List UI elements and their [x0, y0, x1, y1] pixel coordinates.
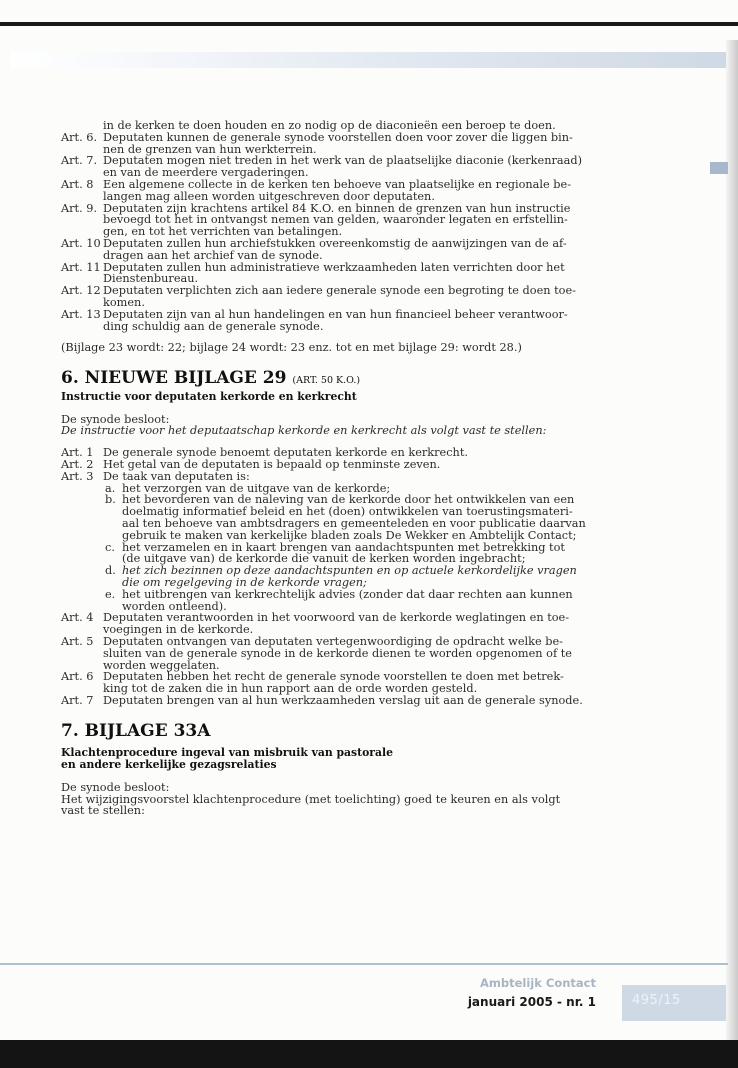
article	[61, 309, 606, 333]
header-stripe	[10, 52, 728, 68]
margin-tab-marker	[710, 162, 728, 174]
article-number: Art. 13	[61, 307, 101, 321]
task-text: doelmatig informatief beleid en het (doen) ontwikkelen van toerustingsmateri-	[122, 505, 573, 519]
section-6-articles	[61, 447, 606, 482]
top-border	[0, 22, 738, 26]
article	[61, 179, 606, 203]
section-6-articles-continued	[61, 612, 606, 706]
article-number: Art. 3	[61, 469, 94, 483]
section-6-ref: (ART. 50 K.O.)	[292, 375, 361, 387]
article-text: Deputaten verplichten zich aan iedere generale synode een begroting te doen toe-	[103, 284, 576, 298]
article-text: dragen aan het archief van de synode.	[103, 248, 323, 262]
document-body	[61, 120, 606, 817]
task-letter: d.	[105, 564, 116, 578]
article-text: Deputaten brengen van al hun werkzaamheden verslag uit aan de generale synode.	[103, 693, 583, 707]
section-heading	[61, 368, 606, 391]
article-text: king tot de zaken die in hun rapport aan de orde worden gesteld.	[103, 682, 478, 696]
article-text: ding schuldig aan de generale synode.	[103, 319, 324, 333]
task-text: gebruik te maken van kerkelijke bladen zoals De Wekker en Ambtelijk Contact;	[122, 528, 577, 542]
article	[61, 695, 606, 707]
continuation-line: in de kerken te doen houden en zo nodig op de diaconieën een beroep te doen.	[103, 119, 556, 132]
article	[61, 636, 606, 671]
article-text: en van de meerdere vergaderingen.	[103, 166, 309, 180]
task-text: het verzamelen en in kaart brengen van aandachtspunten met betrekking tot	[122, 540, 565, 554]
article-text: De generale synode benoemt deputaten kerkorde en kerkrecht.	[103, 446, 468, 460]
article-text: komen.	[103, 295, 145, 309]
article-number: Art. 8	[61, 177, 94, 191]
article-number: Art. 2	[61, 458, 94, 472]
article-text: sluiten van de generale synode in de kerkorde dienen te worden opgenomen of te	[103, 646, 572, 660]
article	[61, 155, 606, 179]
task-item	[61, 565, 606, 589]
article-text: voegingen in de kerkorde.	[103, 623, 254, 637]
article-text: gen, en tot het verrichten van betalingen.	[103, 225, 343, 239]
article	[61, 132, 606, 156]
article-text: Dienstenbureau.	[103, 272, 199, 286]
task-text: aal ten behoeve van ambtsdragers en gemeenteleden en voor publicatie daarvan	[122, 517, 586, 531]
article	[61, 238, 606, 262]
article	[61, 671, 606, 695]
section-7-subtitle-cont: en andere kerkelijke gezagsrelaties	[61, 758, 277, 772]
article-text: Een algemene collecte in de kerken ten behoeve van plaatselijke en regionale be-	[103, 177, 572, 191]
article-text: nen de grenzen van hun werkterrein.	[103, 142, 317, 156]
footer-rule	[0, 963, 728, 965]
task-text: die om regelgeving in de kerkorde vragen;	[122, 576, 367, 589]
article-text: Deputaten zijn krachtens artikel 84 K.O. en binnen de grenzen van hun instructie	[103, 201, 571, 215]
article-text: Deputaten hebben het recht de generale synode voorstellen te doen met betrek-	[103, 670, 564, 684]
article-number: Art. 7.	[61, 154, 98, 168]
article-number: Art. 11	[61, 260, 101, 274]
article-text: Deputaten ontvangen van deputaten vertegenwoordiging de opdracht welke be-	[103, 634, 563, 648]
section-7-subtitle: Klachtenprocedure ingeval van misbruik van pastorale	[61, 745, 393, 759]
article	[61, 203, 606, 238]
article-text: Het getal van de deputaten is bepaald op tenminste zeven.	[103, 458, 441, 472]
article-number: Art. 1	[61, 446, 94, 460]
article-number: Art. 12	[61, 284, 101, 298]
section-6-intro-text: De instructie voor het deputaatschap kerkorde en kerkrecht als volgt vast te stellen:	[61, 424, 547, 438]
article	[61, 285, 606, 309]
article-text: langen mag alleen worden uitgeschreven door deputaten.	[103, 189, 435, 203]
articles-list	[61, 132, 606, 333]
task-text: het verzorgen van de uitgave van de kerkorde;	[122, 481, 391, 495]
task-letter: b.	[105, 493, 116, 507]
section-7-heading: 7. BIJLAGE 33A	[61, 720, 211, 741]
issue-label: januari 2005 - nr. 1	[467, 995, 596, 1009]
article-text: Deputaten kunnen de generale synode voorstellen doen voor zover die liggen bin-	[103, 130, 573, 144]
task-item	[61, 589, 606, 613]
article-number: Art. 9.	[61, 201, 98, 215]
task-text: het bevorderen van de naleving van de kerkorde door het ontwikkelen van een	[122, 493, 575, 507]
article-text: Deputaten zijn van al hun handelingen en van hun financieel beheer verantwoor-	[103, 307, 568, 321]
article-text: Deputaten zullen hun administratieve werkzaamheden laten verrichten door het	[103, 260, 565, 274]
task-item	[61, 542, 606, 566]
article-number: Art. 10	[61, 236, 101, 250]
article	[61, 471, 606, 483]
task-letter: c.	[105, 540, 115, 554]
task-letter: e.	[105, 587, 116, 601]
article-number: Art. 6	[61, 670, 94, 684]
task-text: het zich bezinnen op deze aandachtspunten en op actuele kerkordelijke vragen	[122, 564, 577, 578]
section-6-subtitle: Instructie voor deputaten kerkorde en kerkrecht	[61, 390, 357, 404]
section-7-intro-text-cont: vast te stellen:	[61, 804, 145, 818]
article-text: Deputaten verantwoorden in het voorwoord van de kerkorde weglatingen en toe-	[103, 611, 570, 625]
article-text: De taak van deputaten is:	[103, 469, 250, 483]
section-7-intro: De synode besloot:	[61, 780, 170, 794]
article-number: Art. 4	[61, 611, 94, 625]
task-text: het uitbrengen van kerkrechtelijk advies (zonder dat daar rechten aan kunnen	[122, 587, 573, 601]
article-text: worden weggelaten.	[103, 658, 220, 672]
task-text: worden ontleend).	[122, 599, 227, 613]
magazine-title: Ambtelijk Contact	[480, 976, 596, 990]
article-number: Art. 7	[61, 693, 94, 707]
section-6-intro: De synode besloot:	[61, 412, 170, 426]
article-text: bevoegd tot het in ontvangst nemen van gelden, waaronder legaten en erfstellin-	[103, 213, 568, 227]
bijlage-note: (Bijlage 23 wordt: 22; bijlage 24 wordt: 23 enz. tot en met bijlage 29: wordt 28.)	[61, 341, 522, 355]
task-list	[61, 483, 606, 613]
task-letter: a.	[105, 481, 116, 495]
section-7-intro-text: Het wijzigingsvoorstel klachtenprocedure (met toelichting) goed te keuren en als volgt	[61, 792, 561, 806]
article-number: Art. 6.	[61, 130, 98, 144]
article	[61, 262, 606, 286]
bottom-border	[0, 1040, 738, 1068]
article-text: Deputaten zullen hun archiefstukken overeenkomstig de aanwijzingen van de af-	[103, 236, 567, 250]
article	[61, 612, 606, 636]
article-number: Art. 5	[61, 634, 94, 648]
article-text: Deputaten mogen niet treden in het werk van de plaatselijke diaconie (kerkenraad)	[103, 154, 582, 168]
task-item	[61, 494, 606, 541]
section-6-heading: 6. NIEUWE BIJLAGE 29	[61, 368, 287, 389]
page-number: 495/15	[632, 993, 681, 1008]
page-edge-shadow	[726, 40, 738, 1040]
task-text: (de uitgave van) de kerkorde die vanuit de kerken worden ingebracht;	[122, 552, 526, 566]
